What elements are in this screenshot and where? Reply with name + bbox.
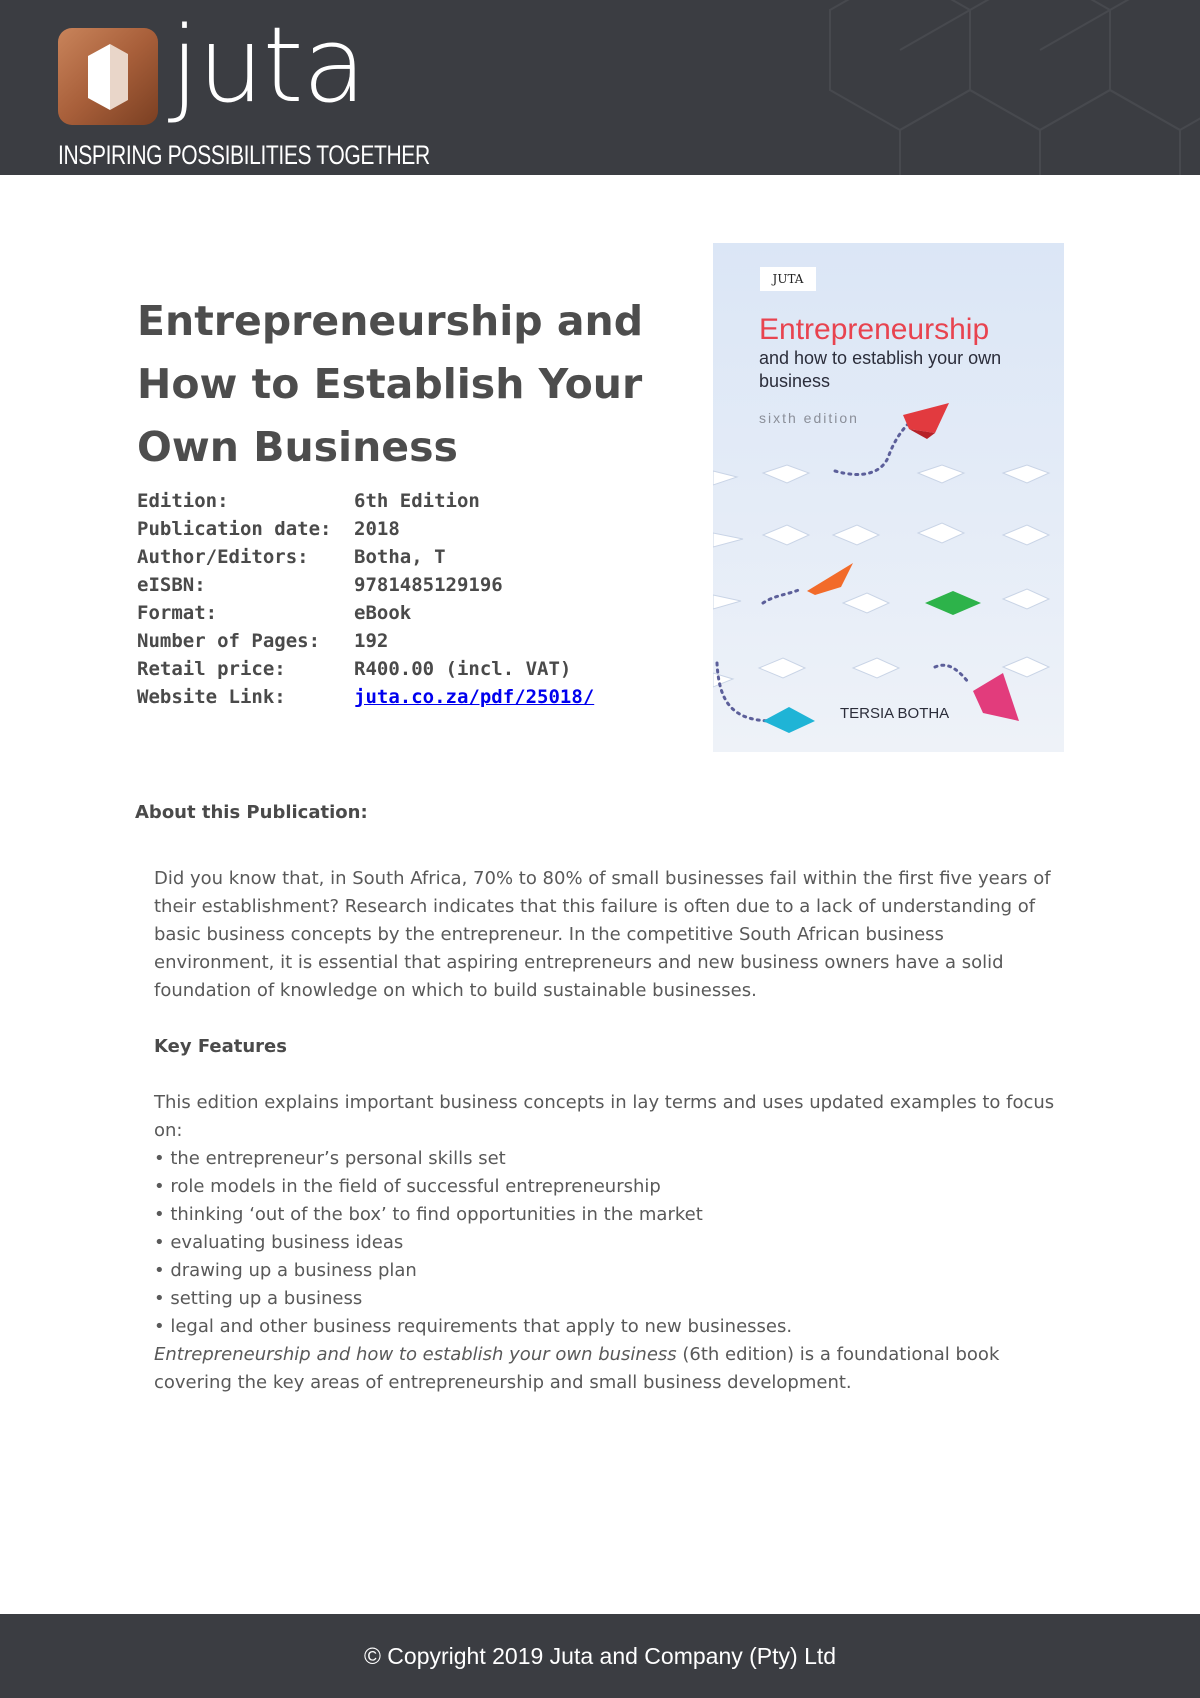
detail-value: Botha, T — [354, 546, 446, 568]
detail-row-pages — [137, 627, 697, 655]
detail-row-price — [137, 655, 697, 683]
list-item: • drawing up a business plan — [154, 1260, 417, 1281]
about-heading: About this Publication: — [135, 802, 368, 823]
detail-value: eBook — [354, 602, 412, 624]
pink-boat-icon — [973, 673, 1019, 721]
key-features-heading: Key Features — [154, 1036, 287, 1057]
book-title: Entrepreneurship and How to Establish Your Own Business — [137, 297, 644, 471]
cover-edition: sixth edition — [759, 410, 859, 426]
detail-row-author — [137, 543, 697, 571]
features-list — [154, 1145, 1064, 1341]
detail-value: 6th Edition — [354, 490, 480, 512]
header-banner — [0, 0, 1200, 175]
detail-label: Author/Editors: — [137, 546, 309, 568]
detail-label: eISBN: — [137, 574, 206, 596]
website-link[interactable]: juta.co.za/pdf/25018/ — [354, 686, 595, 708]
detail-label: Edition: — [137, 490, 229, 512]
juta-logo-icon — [58, 28, 158, 125]
closing-paragraph — [154, 1341, 1064, 1397]
copyright-text: © Copyright 2019 Juta and Company (Pty) Ltd — [363, 1643, 837, 1669]
detail-row-website — [137, 683, 697, 711]
cover-subtitle: and how to establish your own business — [759, 348, 1002, 391]
list-item: • thinking ‘out of the box’ to find opportunities in the market — [154, 1204, 703, 1225]
green-boat-icon — [925, 591, 981, 615]
detail-row-format — [137, 599, 697, 627]
list-item: • setting up a business — [154, 1288, 363, 1309]
detail-value: 192 — [354, 630, 389, 652]
detail-row-eisbn — [137, 571, 697, 599]
detail-value-cell — [354, 683, 697, 711]
book-cover-image — [713, 243, 1064, 752]
closing-book-title: Entrepreneurship and how to establish your own business — [154, 1344, 677, 1365]
juta-logo-text: juta — [170, 4, 366, 126]
list-item: • legal and other business requirements that apply to new businesses. — [154, 1316, 793, 1337]
list-item: • role models in the field of successful entrepreneurship — [154, 1176, 661, 1197]
cyan-boat-icon — [763, 707, 815, 733]
cover-title: Entrepreneurship — [759, 313, 990, 346]
list-item: • evaluating business ideas — [154, 1232, 404, 1253]
tagline: INSPIRING POSSIBILITIES TOGETHER — [58, 140, 430, 170]
features-intro: This edition explains important business concepts in lay terms and uses updated examples to focus on: — [154, 1092, 1055, 1141]
detail-row-publication-date — [137, 515, 697, 543]
detail-label: Format: — [137, 602, 218, 624]
detail-label: Website Link: — [137, 686, 286, 708]
closing-text: (6th edition) is a foundational book covering the key areas of entrepreneurship and small business development. — [154, 1344, 1000, 1393]
detail-value: 2018 — [354, 518, 400, 540]
book-details-table — [137, 487, 697, 711]
detail-label: Number of Pages: — [137, 630, 321, 652]
red-boat-icon — [903, 403, 949, 433]
cover-publisher-badge: JUTA — [760, 267, 816, 291]
orange-boat-icon — [807, 563, 853, 595]
detail-label: Publication date: — [137, 518, 332, 540]
footer-bar — [0, 1614, 1200, 1698]
detail-row-edition — [137, 487, 697, 515]
detail-value: R400.00 (incl. VAT) — [354, 658, 572, 680]
detail-label: Retail price: — [137, 658, 286, 680]
intro-paragraph: Did you know that, in South Africa, 70% to 80% of small businesses fail within the first five years of their establishment? Research indicates that this failure is often due to a lack of understanding of basic business concepts by the entrepreneur. In the competitive South African business environment, it is essential that aspiring entrepreneurs and new business owners have a solid foundation of knowledge on which to build sustainable businesses. — [154, 868, 1051, 1001]
detail-value: 9781485129196 — [354, 574, 503, 596]
hexagon-pattern — [500, 0, 1200, 175]
about-body — [154, 865, 1064, 1397]
cover-author: TERSIA BOTHA — [840, 705, 950, 722]
list-item: • the entrepreneur’s personal skills set — [154, 1148, 506, 1169]
